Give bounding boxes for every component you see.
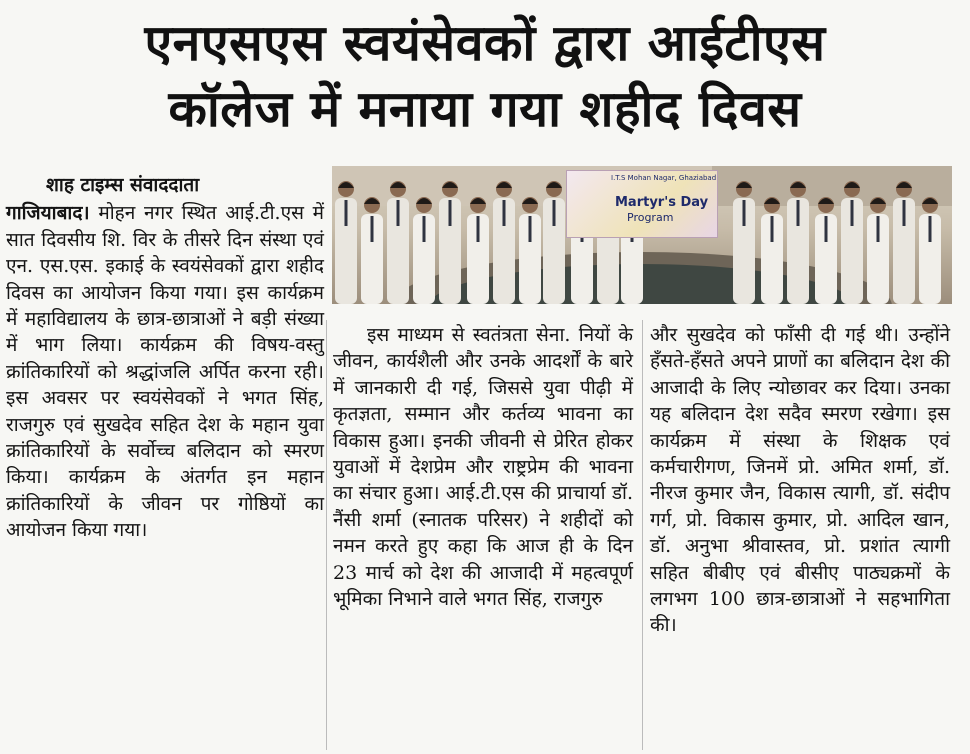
byline: शाह टाइम्स संवाददाता [46, 174, 200, 196]
person-tie [851, 200, 854, 226]
person-tie [877, 216, 880, 242]
person-tie [371, 216, 374, 242]
person-tie [771, 216, 774, 242]
event-banner [566, 170, 718, 238]
person-tie [797, 200, 800, 226]
column-3-text: और सुखदेव को फाँसी दी गई थी। उन्होंने हँसते-हँसते अपने प्राणों का बलिदान देश की आजादी के लिए न्योछावर कर दिया। उनका यह बलिदान देश सदैव स्मरण रखेगा। इस कार्यक्रम में संस्था के शिक्षक एवं कर्मचारीगण, जिनमें प्रो. अमित शर्मा, डॉ. नीरज कुमार जैन, विकास त्यागी, डॉ. संदीप गर्ग, प्रो. विकास कुमार, प्रो. आदिल खान, डॉ. अनुभा श्रीवास्तव, प्रो. प्रशांत त्यागी सहित बीबीए एवं बीसीए पाठ्यक्रमों के लगभग 100 छात्र-छात्राओं ने सहभागिता की। [650, 324, 950, 637]
column-divider [642, 320, 643, 750]
person-tie [529, 216, 532, 242]
person-tie [553, 200, 556, 226]
headline-line-1: एनएसएस स्वयंसेवकों द्वारा आईटीएस [144, 14, 826, 72]
article-column-1 [6, 172, 324, 544]
headline-line-2: कॉलेज में मनाया गया शहीद दिवस [168, 80, 802, 138]
banner-college-text: I.T.S Mohan Nagar, Ghaziabad [611, 174, 717, 182]
person-tie [423, 216, 426, 242]
person-tie [929, 216, 932, 242]
column-1-paragraph [6, 200, 324, 543]
banner-subtitle: Program [627, 211, 674, 224]
article-column-2 [333, 322, 633, 612]
column-divider [326, 320, 327, 750]
column-2-text: इस माध्यम से स्वतंत्रता सेना. नियों के जीवन, कार्यशैली और उनके आदर्शों के बारे में जानकारी दी गई, जिससे युवा पीढ़ी में कृतज्ञता, सम्मान और कर्तव्य भावना का विकास हुआ। इनकी जीवनी से प्रेरित होकर युवाओं में देशप्रेम और राष्ट्रप्रेम की भावना का संचार हुआ। आई.टी.एस की प्राचार्या डॉ. नैंसी शर्मा (स्नातक परिसर) ने शहीदों को नमन करते हुए कहा कि आज ही के दिन 23 मार्च को देश की आजादी में महत्वपूर्ण भूमिका निभाने वाले भगत सिंह, राजगुरु [333, 324, 633, 611]
person-tie [743, 200, 746, 226]
person-tie [503, 200, 506, 226]
person-tie [825, 216, 828, 242]
person-tie [477, 216, 480, 242]
headline [0, 10, 970, 142]
person-tie [449, 200, 452, 226]
event-photo [332, 166, 952, 304]
column-1-text: मोहन नगर स्थित आई.टी.एस में सात दिवसीय शि. विर के तीसरे दिन संस्था एवं एन. एस.एस. इकाई के स्वयंसेवकों द्वारा शहीद दिवस का आयोजन किया गया। इस कार्यक्रम में महाविद्यालय के छात्र-छात्राओं ने बड़ी संख्या में भाग लिया। कार्यक्रम की विषय-वस्तु क्रांतिकारियों को श्रद्धांजलि अर्पित करना रही। इस अवसर पर स्वयंसेवकों ने भगत सिंह, राजगुरु एवं सुखदेव सहित देश के महान युवा क्रांतिकारियों के सर्वोच्च बलिदान को स्मरण किया। कार्यक्रम के अंतर्गत इन महान क्रांतिकारियों के जीवन पर गोष्ठियों का आयोजन किया गया। [6, 202, 324, 542]
person-tie [397, 200, 400, 226]
article-column-3 [650, 322, 950, 639]
person-tie [345, 200, 348, 226]
dateline: गाजियाबाद। [6, 202, 90, 225]
person-tie [903, 200, 906, 226]
banner-title: Martyr's Day [615, 195, 709, 210]
